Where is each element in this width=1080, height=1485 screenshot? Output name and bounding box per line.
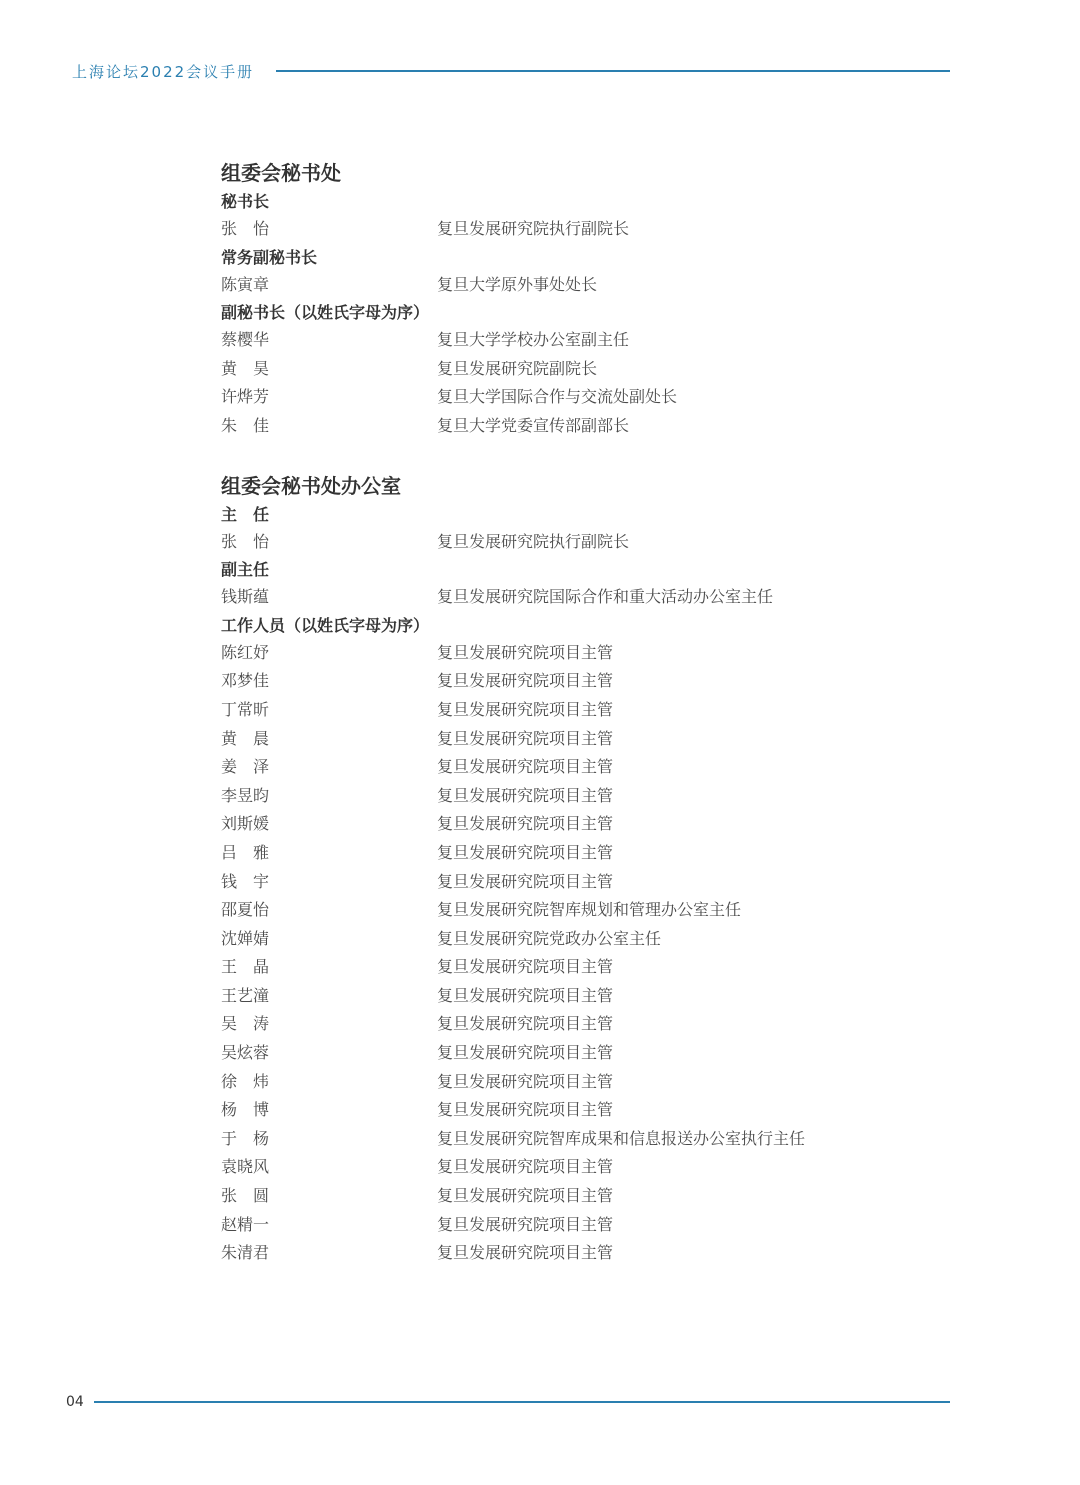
person-row <box>221 639 921 668</box>
person-title: 复旦大学原外事处处长 <box>437 274 598 294</box>
role-heading: 副主任 <box>221 560 270 580</box>
person-title: 复旦发展研究院项目主管 <box>437 871 614 891</box>
person-row <box>221 583 921 612</box>
person-name: 袁晓风 <box>221 1157 270 1177</box>
person-row <box>221 1068 921 1097</box>
person-name: 姜 泽 <box>221 757 270 777</box>
person-name: 吴 涛 <box>221 1014 270 1034</box>
person-row <box>221 896 921 925</box>
footer-rule <box>94 1401 950 1403</box>
person-row <box>221 1125 921 1154</box>
person-name: 于 杨 <box>221 1128 270 1148</box>
role-heading: 常务副秘书长 <box>221 247 318 267</box>
person-name: 许烨芳 <box>221 387 270 407</box>
person-name: 赵精一 <box>221 1214 270 1234</box>
person-title: 复旦发展研究院智库规划和管理办公室主任 <box>437 900 742 920</box>
person-name: 吕 雅 <box>221 842 270 862</box>
person-row <box>221 271 921 300</box>
person-name: 张 圆 <box>221 1186 270 1206</box>
header-title: 上海论坛2022会议手册 <box>72 62 255 81</box>
section-title: 组委会秘书处办公室 <box>221 473 401 498</box>
header-rule <box>276 70 950 72</box>
role-heading: 副秘书长（以姓氏字母为序） <box>221 303 430 323</box>
person-name: 黄 晨 <box>221 728 270 748</box>
person-row <box>221 1039 921 1068</box>
person-title: 复旦发展研究院项目主管 <box>437 985 614 1005</box>
person-title: 复旦发展研究院项目主管 <box>437 1157 614 1177</box>
page-number: 04 <box>66 1394 84 1410</box>
person-name: 黄 昊 <box>221 358 270 378</box>
person-row <box>221 355 921 384</box>
person-name: 杨 博 <box>221 1100 270 1120</box>
person-row <box>221 953 921 982</box>
person-title: 复旦发展研究院项目主管 <box>437 842 614 862</box>
person-name: 钱 宇 <box>221 871 270 891</box>
person-name: 陈红妤 <box>221 642 270 662</box>
person-title: 复旦发展研究院项目主管 <box>437 642 614 662</box>
role-heading: 工作人员（以姓氏字母为序） <box>221 615 430 635</box>
person-row <box>221 839 921 868</box>
person-title: 复旦大学党委宣传部副部长 <box>437 415 630 435</box>
person-row <box>221 782 921 811</box>
person-title: 复旦发展研究院项目主管 <box>437 785 614 805</box>
person-row <box>221 667 921 696</box>
person-title: 复旦发展研究院党政办公室主任 <box>437 928 662 948</box>
person-name: 邓梦佳 <box>221 671 270 691</box>
role-heading: 主 任 <box>221 504 270 524</box>
person-name: 丁常昕 <box>221 699 270 719</box>
role-heading: 秘书长 <box>221 192 270 211</box>
person-row <box>221 383 921 412</box>
person-name: 王 晶 <box>221 957 270 977</box>
page-header <box>72 58 950 84</box>
person-name: 吴炫蓉 <box>221 1043 270 1063</box>
person-title: 复旦大学国际合作与交流处副处长 <box>437 387 678 407</box>
person-name: 钱斯蕴 <box>221 587 270 607</box>
person-title: 复旦发展研究院项目主管 <box>437 757 614 777</box>
person-name: 陈寅章 <box>221 274 270 294</box>
roster-section <box>221 158 921 441</box>
person-row <box>221 1096 921 1125</box>
section-title: 组委会秘书处 <box>221 161 341 185</box>
person-title: 复旦发展研究院智库成果和信息报送办公室执行主任 <box>437 1128 806 1148</box>
person-row <box>221 215 921 244</box>
person-row <box>221 753 921 782</box>
roster-content <box>221 158 921 1298</box>
person-title: 复旦大学学校办公室副主任 <box>437 330 630 350</box>
person-title: 复旦发展研究院项目主管 <box>437 1043 614 1063</box>
person-title: 复旦发展研究院项目主管 <box>437 1243 614 1263</box>
person-name: 朱清君 <box>221 1243 270 1263</box>
person-row <box>221 1182 921 1211</box>
person-row <box>221 1211 921 1240</box>
person-title: 复旦发展研究院副院长 <box>437 358 598 378</box>
person-row <box>221 925 921 954</box>
person-name: 朱 佳 <box>221 415 270 435</box>
person-row <box>221 696 921 725</box>
person-title: 复旦发展研究院执行副院长 <box>437 531 630 551</box>
person-title: 复旦发展研究院项目主管 <box>437 1014 614 1034</box>
roster-section <box>221 471 921 1268</box>
person-row <box>221 1153 921 1182</box>
person-row <box>221 982 921 1011</box>
person-title: 复旦发展研究院国际合作和重大活动办公室主任 <box>437 587 774 607</box>
person-name: 徐 炜 <box>221 1071 270 1091</box>
person-title: 复旦发展研究院项目主管 <box>437 814 614 834</box>
page-footer <box>66 1391 950 1413</box>
person-title: 复旦发展研究院项目主管 <box>437 699 614 719</box>
person-row <box>221 326 921 355</box>
person-name: 李昱昀 <box>221 785 270 805</box>
person-name: 沈婵婧 <box>221 928 270 948</box>
person-row <box>221 725 921 754</box>
person-title: 复旦发展研究院项目主管 <box>437 1071 614 1091</box>
person-title: 复旦发展研究院项目主管 <box>437 957 614 977</box>
person-name: 张 怡 <box>221 531 270 551</box>
person-row <box>221 868 921 897</box>
person-title: 复旦发展研究院项目主管 <box>437 1214 614 1234</box>
person-title: 复旦发展研究院项目主管 <box>437 1100 614 1120</box>
person-row <box>221 528 921 557</box>
person-name: 王艺潼 <box>221 985 270 1005</box>
person-name: 刘斯媛 <box>221 814 270 834</box>
person-name: 邵夏怡 <box>221 900 270 920</box>
person-title: 复旦发展研究院项目主管 <box>437 671 614 691</box>
person-title: 复旦发展研究院项目主管 <box>437 1186 614 1206</box>
person-title: 复旦发展研究院执行副院长 <box>437 219 630 238</box>
person-row <box>221 810 921 839</box>
person-row <box>221 1010 921 1039</box>
person-title: 复旦发展研究院项目主管 <box>437 728 614 748</box>
person-row <box>221 1239 921 1268</box>
person-name: 张 怡 <box>221 219 270 238</box>
person-name: 蔡樱华 <box>221 330 270 350</box>
person-row <box>221 412 921 441</box>
